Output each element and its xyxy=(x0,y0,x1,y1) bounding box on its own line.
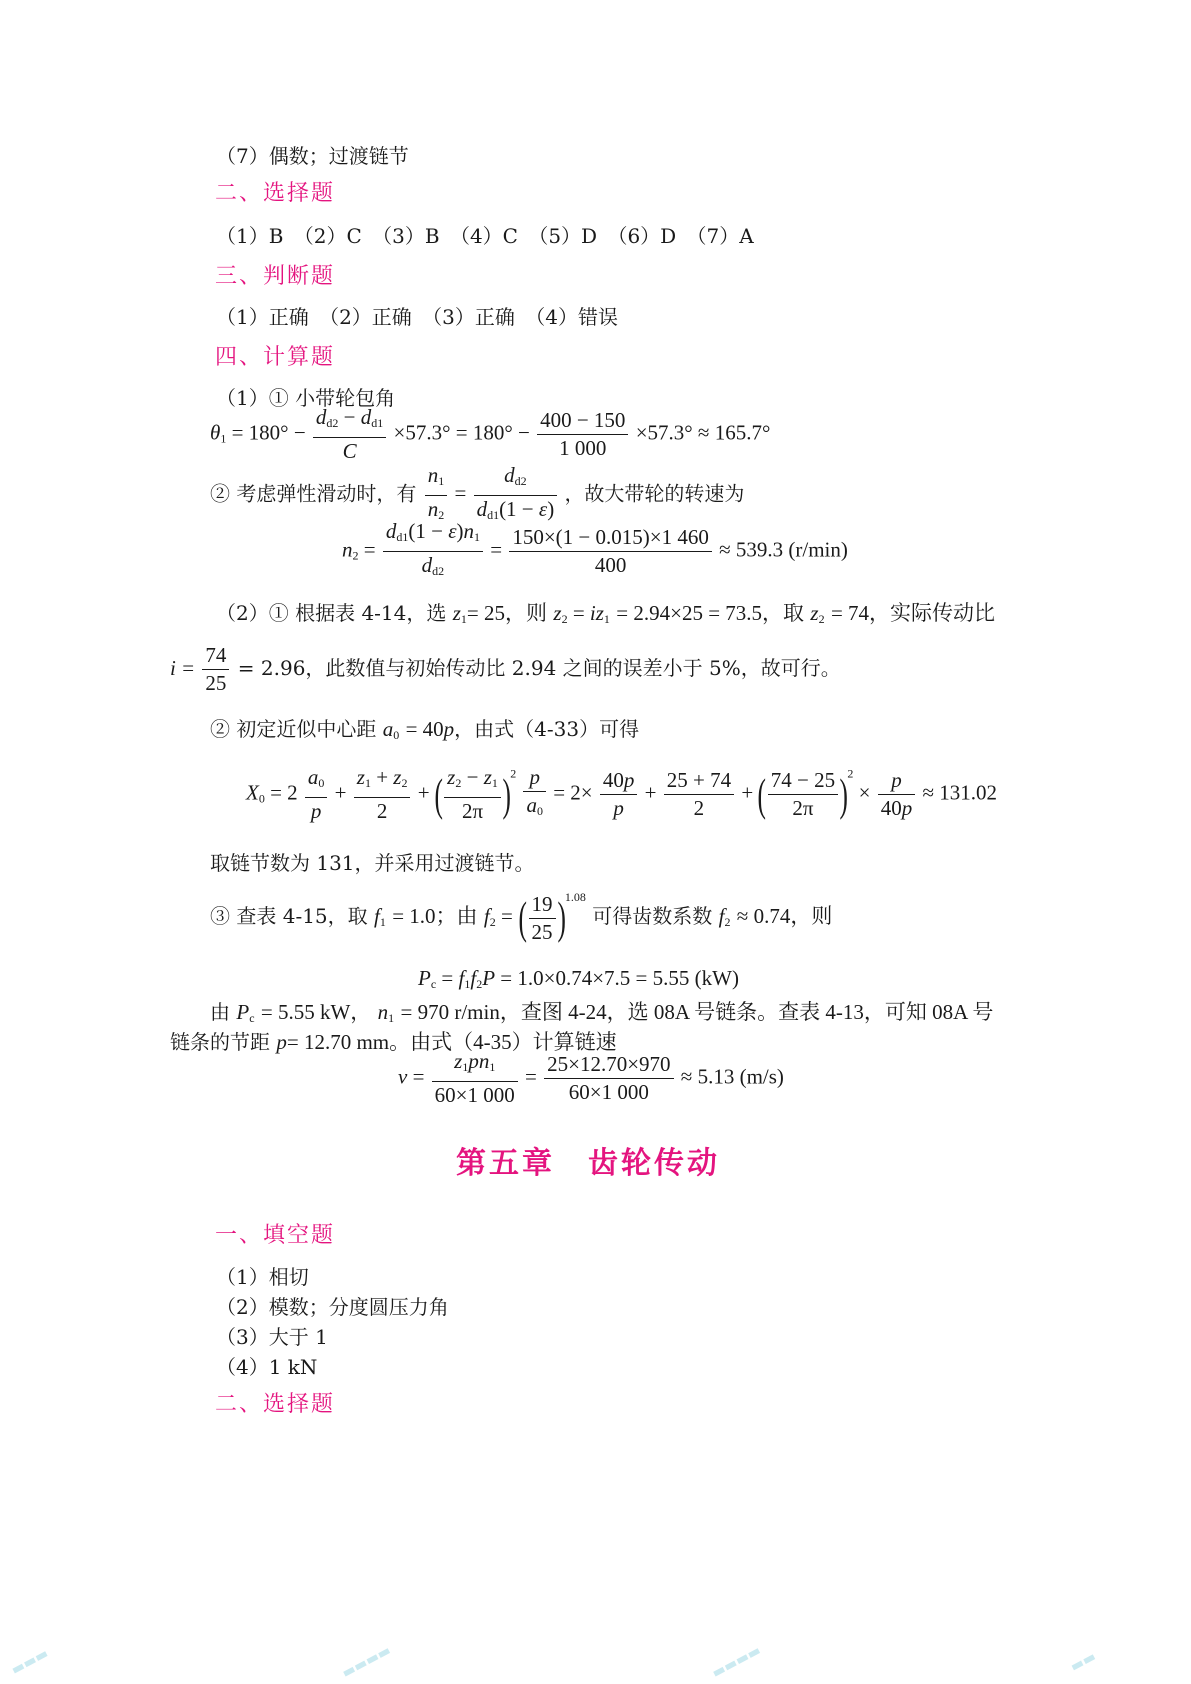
n2-result: ≈ 539.3 (r/min) xyxy=(719,537,848,562)
watermark-mark: ▬▬▬▬ xyxy=(339,1642,394,1682)
chain-pitch: 链条的节距 p= 12.70 mm。由式（4-35）计算链速 xyxy=(170,1030,617,1054)
sel-text-2: = 5.55 kW， xyxy=(260,1000,372,1024)
chain-selection: 由 $P_c = 5.55$ kW， $n_1 = 970$ r/min，查图 4-24，选 08A 号链条。查表 4-13，可知 08A 号 xyxy=(210,1000,994,1025)
frac-denominator: 1 000 xyxy=(559,436,607,460)
p3-text-3: 可得齿数系数 xyxy=(592,904,713,928)
watermark-mark: ▬▬▬ xyxy=(8,1645,52,1679)
v-result: ≈ 5.13 (m/s) xyxy=(680,1064,784,1089)
problem2-step2: ② 初定近似中心距 $a_0 = 40p$，由式（4-33）可得 xyxy=(210,717,640,742)
p3-text-4: ≈ 0.74，则 xyxy=(736,904,833,928)
section-heading-calc: 四、计算题 xyxy=(215,345,336,370)
formula-wrap-angle: $\theta_1 = 180^\circ$ − $\frac{d_{d2} - d_{d1}}{C}$ ×57.3° = 180° − $\frac{400 - 150}{1 000}$ ×57.3° ≈ 165.7° xyxy=(210,405,771,463)
frac-numerator: 400 − 150 xyxy=(537,407,628,435)
links-text: 取链节数为 131，并采用过渡链节。 xyxy=(210,851,535,875)
p2-text-3: = 2.94×25 = 73.5，取 xyxy=(616,601,805,625)
ratio-text: = 2.96，此数值与初始传动比 2.94 之间的误差小于 5%，故可行。 xyxy=(237,656,841,680)
p3-numerator: 19 xyxy=(529,891,556,919)
ratio-numerator: 74 xyxy=(202,642,229,670)
choice-answers: （1）B （2）C （3）B （4）C （5）D （6）D （7）A xyxy=(216,224,754,248)
p2c-text-3: ，由式（4-33）可得 xyxy=(454,717,640,741)
p2c-text-1: ② 初定近似中心距 xyxy=(210,717,377,741)
fill-answer: （2）模数；分度圆压力角 xyxy=(216,1295,449,1319)
p2-text-4: = 74，实际传动比 xyxy=(830,601,996,625)
v-numerator: 25×12.70×970 xyxy=(544,1051,673,1079)
p3-exponent: 1.08 xyxy=(564,890,586,904)
ratio-denominator: 25 xyxy=(205,671,227,695)
p2-text-2: = 25，则 xyxy=(466,601,548,625)
fill-answer-7: （7）偶数；过渡链节 xyxy=(216,144,409,168)
pc-result: = 1.0×0.74×7.5 = 5.55 (kW) xyxy=(500,966,739,990)
section-heading-fill: 一、填空题 xyxy=(215,1223,336,1248)
problem2-step3: ③ 查表 4-15，取 $f_1 = 1.0$；由 $f_2$ = ( $\frac{19}{25}$ )$^{1.08}$ 可得齿数系数 $f_2 \approx 0.74$，则 xyxy=(210,890,833,944)
pitch-text-1: 链条的节距 xyxy=(170,1030,270,1054)
chapter-title: 第五章 齿轮传动 xyxy=(456,1146,720,1181)
p3-text-1: ③ 查表 4-15，取 xyxy=(210,904,368,928)
formula-x0: $X_0 = 2$ $\frac{a_0}{p}$ + $\frac{z_1 + z_2}{2}$ + ( $\frac{z_2 - z_1}{2\pi}$ )$^2$ $\frac{p}{a_0}$ = 2× $\frac{40p}{p}$ + $\frac{25 + 74}{2}$ + ( $\frac{74 - 25}{2\pi}$ )$^2$ × $\frac{p}{40p}$ ≈ 131.02 xyxy=(246,765,998,823)
sel-text-3: = 970 r/min，查图 4-24，选 08A 号链条。查表 4-13，可知 08A 号 xyxy=(400,1000,994,1024)
problem2-step1: （2）① 根据表 4-14，选 $z_1= 25$，则 $z_2 = iz_1 = 2.94\times 25 = 73.5$，取 $z_2 = 74$，实际传动比 xyxy=(216,601,996,626)
pitch-text-2: = 12.70 mm。由式（4-35）计算链速 xyxy=(286,1030,617,1054)
watermark-mark: ▬▬ xyxy=(1067,1648,1099,1676)
formula-velocity: v = $\frac{z_1pn_1}{60\times 1 000}$ = $\frac{25\times 12.70\times 970}{60\times 1 000}$ ≈ 5.13 (m/s) xyxy=(398,1049,784,1107)
section-heading-choice-ch5: 二、选择题 xyxy=(215,1392,336,1417)
step2-text: ② 考虑弹性滑动时，有 xyxy=(210,481,417,506)
wrap-angle-result: ×57.3° ≈ 165.7° xyxy=(635,420,771,445)
sel-text-1: 由 xyxy=(210,1000,230,1024)
problem1-step2: ② 考虑弹性滑动时，有 $\frac{n_1}{n_2}$ = $\frac{d_{d2}}{d_{d1}(1 - \varepsilon)}$ ，故大带轮的转速为 xyxy=(210,463,745,522)
x0-result: ≈ 131.02 xyxy=(922,780,998,805)
watermark-mark: ▬▬▬▬ xyxy=(709,1642,764,1682)
judge-answers: （1）正确 （2）正确 （3）正确 （4）错误 xyxy=(216,305,618,329)
v-denominator: 60×1 000 xyxy=(568,1080,649,1104)
step2-text-2: ，故大带轮的转速为 xyxy=(564,481,745,506)
fill-answer: （4）1 kN xyxy=(216,1355,318,1379)
p3-denominator: 25 xyxy=(531,919,553,944)
p2c-text-2: = 40 xyxy=(405,717,444,741)
formula-pc: $P_c = f_1f_2P = 1.0\times 0.74\times 7.5 = 5.55$ (kW) xyxy=(418,966,739,991)
p3-text-2: = 1.0；由 xyxy=(392,904,478,928)
formula-n2: $n_2$ = $\frac{d_{d1}(1 - \varepsilon)n_1}{d_{d2}}$ = $\frac{150\times(1 - 0.015)\times 1 460}{400}$ ≈ 539.3 (r/min) xyxy=(342,519,848,578)
n2-denominator: 400 xyxy=(594,553,627,577)
section-heading-choice: 二、选择题 xyxy=(215,181,336,206)
problem1-label: （1）① 小带轮包角 xyxy=(216,386,396,410)
fill-answer: （1）相切 xyxy=(216,1265,309,1289)
fill-answer: （3）大于 1 xyxy=(216,1325,328,1349)
n2-numerator: 150×(1 − 0.015)×1 460 xyxy=(509,524,712,552)
section-heading-judge: 三、判断题 xyxy=(215,264,336,289)
p2-text-1: （2）① 根据表 4-14，选 xyxy=(216,601,447,625)
ratio-line: i = $\frac{74}{25}$ = 2.96，此数值与初始传动比 2.94 之间的误差小于 5%，故可行。 xyxy=(170,643,841,695)
